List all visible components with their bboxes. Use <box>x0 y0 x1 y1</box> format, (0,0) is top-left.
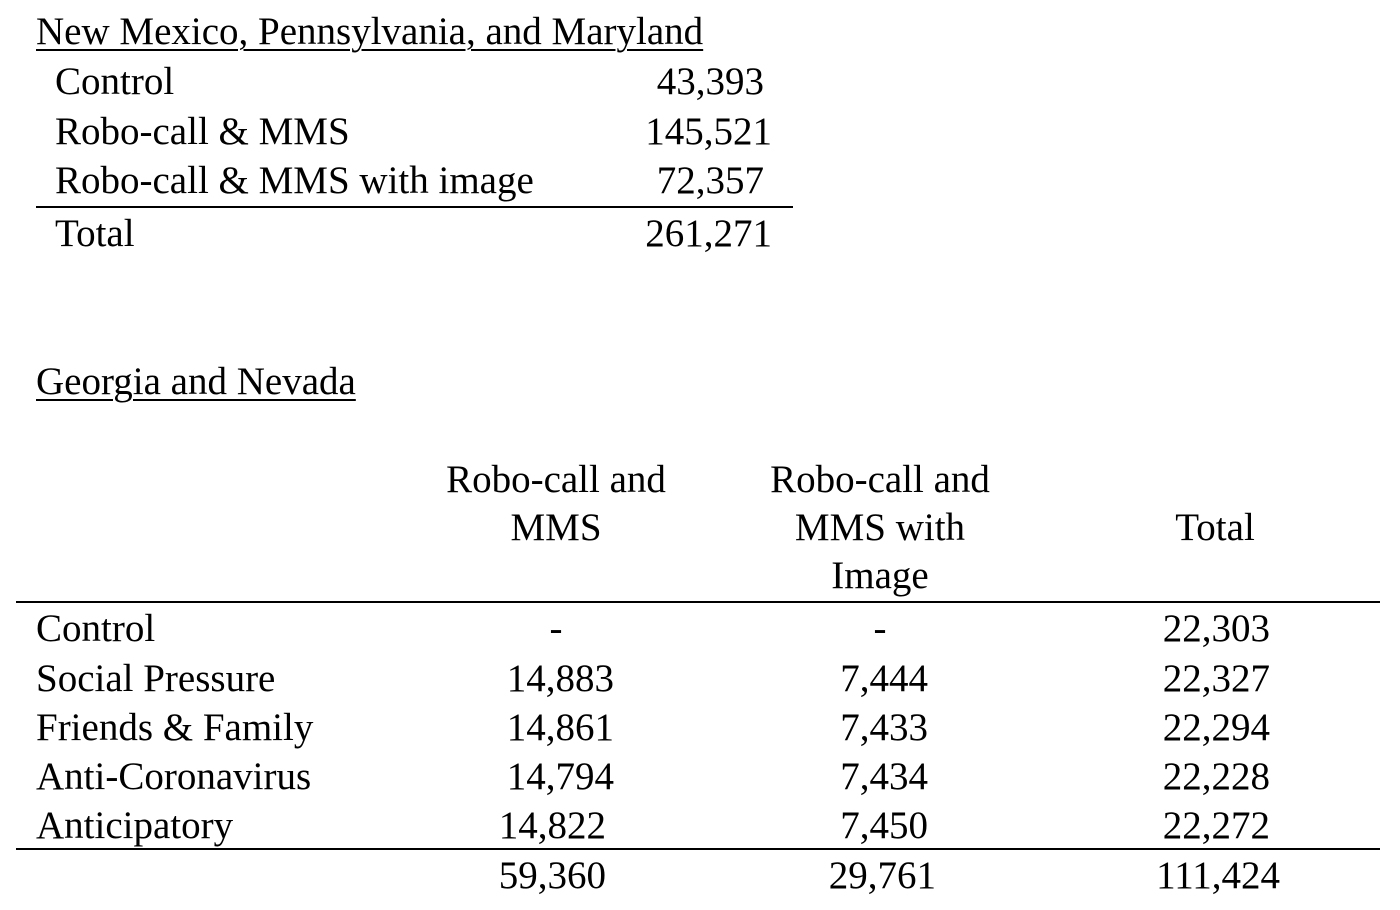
header-line: Robo-call and <box>770 458 990 501</box>
header-line: MMS with <box>794 506 966 549</box>
section2-cell-mms-image: - <box>873 607 887 650</box>
section2-total-total: 111,424 <box>1156 854 1280 897</box>
header-line: Image <box>831 554 929 597</box>
header-line: Robo-call and <box>446 458 666 501</box>
section2-cell-mms: 14,794 <box>506 755 614 798</box>
section2-cell-mms: 14,861 <box>506 706 614 749</box>
header-line: MMS <box>510 506 602 549</box>
section2-row-label: Anticipatory <box>36 804 234 847</box>
section1-row-value: 43,393 <box>656 60 764 103</box>
section2-cell-mms-image: 7,434 <box>840 755 928 798</box>
section2-total-mms: 59,360 <box>498 854 606 897</box>
section2-cell-mms-image: 7,444 <box>840 657 928 700</box>
header-total: Total <box>1175 506 1255 549</box>
section1-row-label: Robo-call & MMS with image <box>55 159 534 202</box>
section1-total-value: 261,271 <box>645 212 772 255</box>
section2-cell-total: 22,228 <box>1162 755 1270 798</box>
section2-row-label: Anti-Coronavirus <box>36 755 312 798</box>
section2-cell-total: 22,294 <box>1162 706 1270 749</box>
section2-cell-total: 22,272 <box>1162 804 1270 847</box>
section1-total-rule <box>36 206 793 208</box>
section2-title: Georgia and Nevada <box>36 360 356 403</box>
section2-cell-mms: 14,822 <box>498 804 606 847</box>
section2-header-rule <box>16 601 1380 603</box>
section2-cell-total: 22,327 <box>1162 657 1270 700</box>
section1-row-value: 72,357 <box>656 159 764 202</box>
section1-title: New Mexico, Pennsylvania, and Maryland <box>36 10 704 53</box>
header-robocall-mms <box>396 456 716 552</box>
header-robocall-mms-image <box>720 456 1040 600</box>
section2-cell-mms-image: 7,433 <box>840 706 928 749</box>
section1-row-value: 145,521 <box>645 110 772 153</box>
section2-row-label: Social Pressure <box>36 657 276 700</box>
section1-row-label: Control <box>55 60 175 103</box>
section2-total-mms-image: 29,761 <box>828 854 936 897</box>
section2-row-label: Control <box>36 607 156 650</box>
section1-row-label: Robo-call & MMS <box>55 110 350 153</box>
section2-total-rule <box>16 848 1380 850</box>
section2-row-label: Friends & Family <box>36 706 314 749</box>
section2-cell-mms: 14,883 <box>506 657 614 700</box>
section2-cell-mms-image: 7,450 <box>840 804 928 847</box>
section2-cell-mms: - <box>549 607 563 650</box>
section2-cell-total: 22,303 <box>1162 607 1270 650</box>
section1-total-label: Total <box>55 212 135 255</box>
